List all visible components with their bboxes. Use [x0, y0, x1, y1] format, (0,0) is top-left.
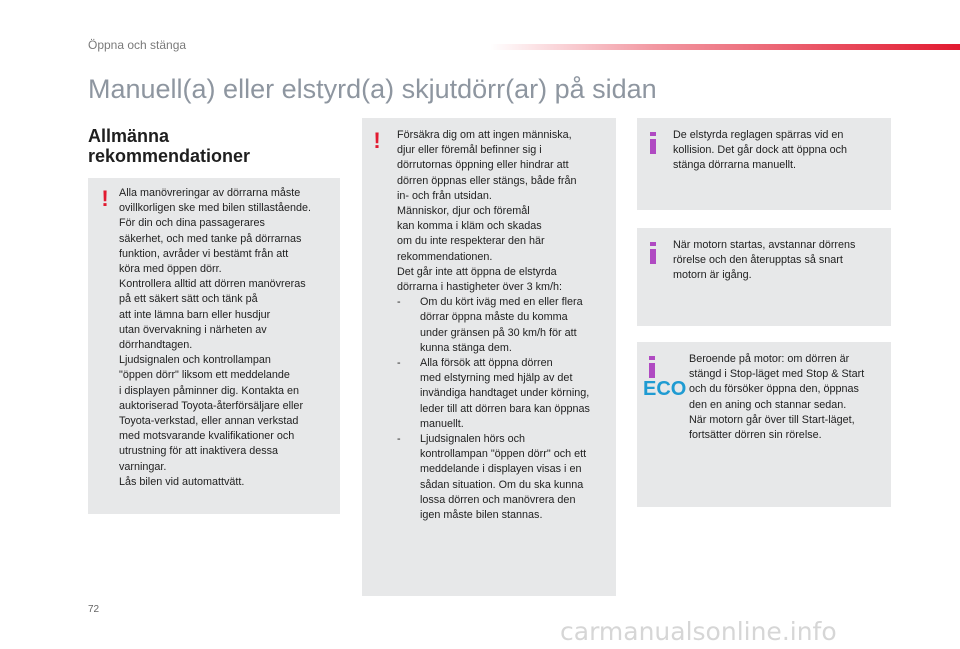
info-text [689, 352, 864, 443]
info-text [673, 128, 847, 174]
text-line: kontrollampan "öppen dörr" och ett [420, 448, 587, 461]
text-line: När motorn går över till Start-läget, [689, 413, 855, 426]
info-icon [649, 356, 655, 378]
text-line: Toyota-verkstad, eller annan verkstad [119, 415, 299, 428]
warning-box-obstacles [362, 118, 616, 596]
text-line: stängd i Stop-läget med Stop & Start [689, 368, 865, 381]
text-line: den en aning och stannar sedan. [689, 398, 847, 411]
bullet-item [397, 356, 590, 432]
header-accent-bar [490, 44, 960, 50]
page-number: 72 [88, 604, 100, 615]
text-line: Lås bilen vid automattvätt. [119, 475, 245, 488]
bullet-dash: - [397, 433, 401, 446]
text-line: säkerhet, och med tanke på dörrarnas [119, 232, 302, 245]
text-line: köra med öppen dörr. [119, 263, 222, 276]
text-line: Det går inte att öppna de elstyrda [397, 265, 557, 278]
heading-line: Allmänna [88, 126, 170, 146]
warning-exclamation-icon: ! [373, 128, 381, 153]
text-line: i displayen påminner dig. Kontakta en [119, 384, 300, 397]
text-line: Ljudsignalen och kontrollampan [119, 354, 271, 367]
text-line: invändiga handtaget under körning, [420, 387, 590, 400]
text-line: När motorn startas, avstannar dörrens [673, 239, 856, 251]
text-line: Kontrollera alltid att dörren manövreras [119, 278, 306, 291]
text-line: dörrarna i hastigheter över 3 km/h: [397, 281, 563, 294]
text-line: funktion, avråder vi bestämt från att [119, 247, 289, 260]
text-line: dörrutornas öppning eller hindrar att [397, 159, 569, 172]
bullet-item [397, 295, 590, 356]
text-line: lossa dörren och manövrera den [420, 493, 576, 506]
warning-text [397, 128, 590, 523]
section-label: Öppna och stänga [88, 38, 187, 52]
text-line: dörrhandtagen. [119, 339, 193, 352]
text-line: djur eller föremål befinner sig i [397, 144, 542, 157]
text-line: "öppen dörr" liksom ett meddelande [119, 369, 290, 382]
text-line: dörren öppnas eller stängs, både från [397, 174, 577, 187]
info-box-stop-start [637, 342, 891, 507]
info-text [673, 238, 855, 284]
warning-text [119, 186, 311, 490]
text-line: kunna stänga dem. [420, 341, 512, 354]
text-line: och du försöker öppna den, öppnas [689, 383, 859, 396]
text-line: in- och från utsidan. [397, 189, 492, 202]
page-title: Manuell(a) eller elstyrd(a) skjutdörr(ar) på sidan [88, 74, 657, 104]
text-line: Försäkra dig om att ingen människa, [397, 129, 572, 141]
text-line: sådan situation. Om du ska kunna [420, 478, 584, 491]
text-line: motorn är igång. [673, 269, 752, 282]
warning-exclamation-icon: ! [101, 186, 109, 211]
text-line: De elstyrda reglagen spärras vid en [673, 129, 844, 141]
text-line: meddelande i displayen visas i en [420, 463, 582, 476]
text-line: fortsätter dörren sin rörelse. [689, 429, 822, 442]
text-line: Om du kört iväg med en eller flera [420, 296, 583, 309]
text-line: leder till att dörren bara kan öppnas [420, 402, 590, 415]
text-line: rekommendationen. [397, 250, 493, 263]
text-line: under gränsen på 30 km/h för att [420, 326, 577, 339]
text-line: varningar. [119, 460, 167, 473]
text-line: Beroende på motor: om dörren är [689, 353, 850, 365]
text-line: auktoriserad Toyota-återförsäljare eller [119, 399, 304, 412]
text-line: rörelse och den återupptas så snart [673, 254, 843, 267]
info-box-engine-start [637, 228, 891, 326]
bullet-item [397, 432, 590, 523]
text-line: igen måste bilen stannas. [420, 509, 543, 522]
bullet-dash: - [397, 296, 401, 309]
text-line: med motsvarande kvalifikationer och [119, 430, 295, 443]
info-icon [650, 132, 656, 154]
general-recommendations-heading [88, 126, 250, 166]
text-line: med elstyrning med hjälp av det [420, 372, 573, 385]
text-line: För din och dina passagerares [119, 217, 265, 230]
text-line: stänga dörrarna manuellt. [673, 159, 797, 172]
text-line: Alla försök att öppna dörren [420, 357, 553, 370]
bullet-dash: - [397, 357, 401, 370]
text-line: kan komma i kläm och skadas [397, 220, 542, 233]
text-line: utrustning för att inaktivera dessa [119, 445, 279, 458]
text-line: utan övervakning i närheten av [119, 323, 267, 336]
info-box-collision [637, 118, 891, 210]
text-line: på ett säkert sätt och tänk på [119, 293, 258, 306]
eco-icon: ECO [643, 378, 687, 400]
text-line: Människor, djur och föremål [397, 205, 530, 218]
text-line: manuellt. [420, 417, 464, 430]
info-icon [650, 242, 656, 264]
watermark: carmanualsonline.info [560, 617, 837, 646]
text-line: dörrar öppna måste du komma [420, 311, 568, 324]
text-line: Ljudsignalen hörs och [420, 433, 526, 446]
heading-line: rekommendationer [88, 146, 251, 166]
text-line: kollision. Det går dock att öppna och [673, 144, 848, 157]
text-line: ovillkorligen ske med bilen stillastående. [119, 202, 312, 215]
text-line: Alla manövreringar av dörrarna måste [119, 187, 301, 199]
text-line: om du inte respekterar den här [397, 235, 545, 248]
warning-box-general [88, 178, 340, 514]
text-line: att inte lämna barn eller husdjur [119, 308, 271, 321]
